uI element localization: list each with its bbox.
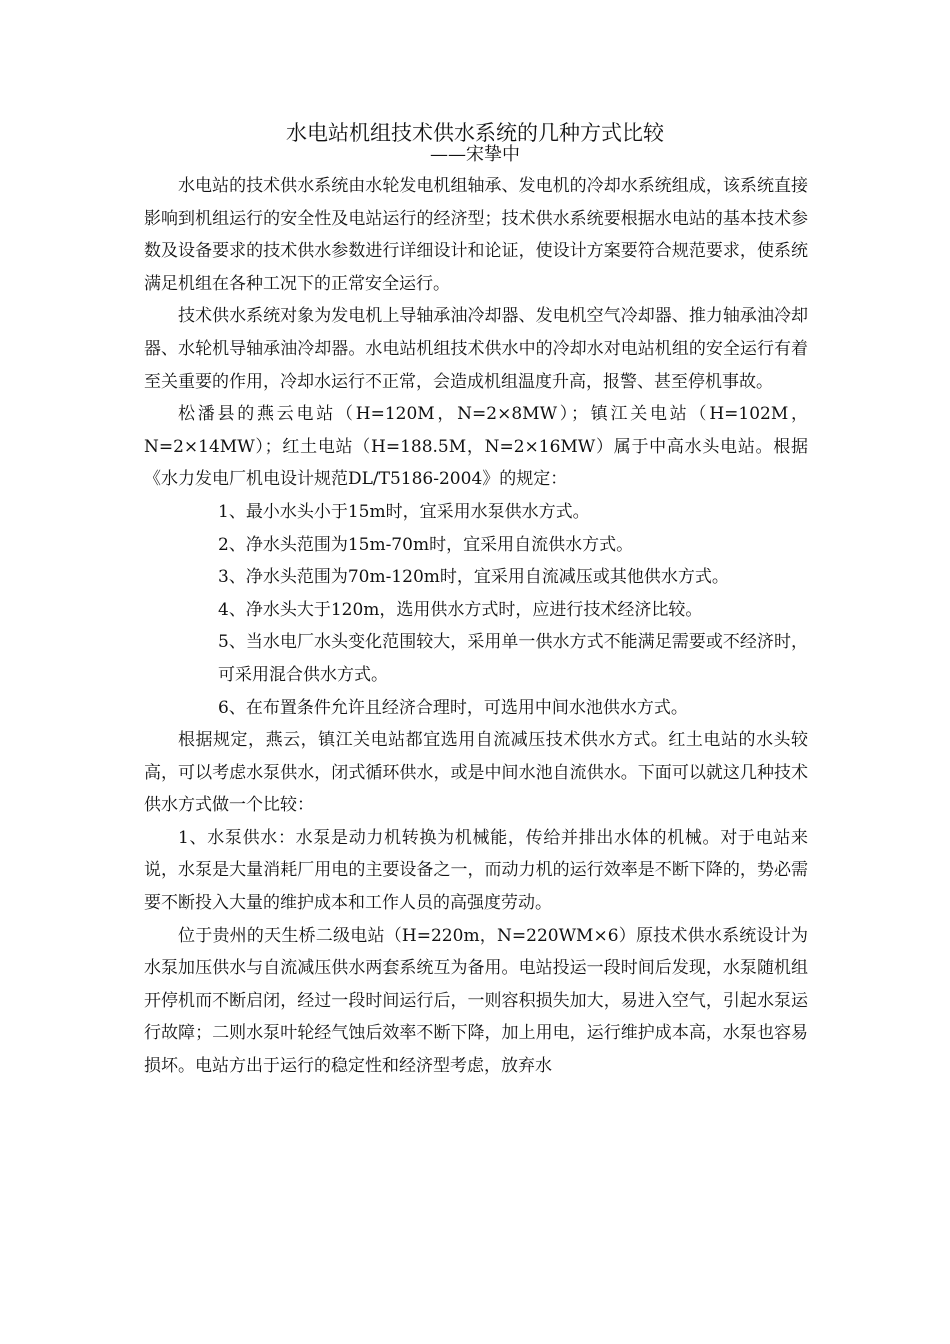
rule-item-6: 6、在布置条件允许且经济合理时，可选用中间水池供水方式。 xyxy=(218,697,688,718)
paragraph-tianshengqiao: 位于贵州的天生桥二级电站（H=220m，N=220WM×6）原技术供水系统设计为水泵加压供水与自流减压供水两套系统互为备用。电站投运一段时间后发现，水泵随机组开停机而不断启闭，经过一段时间运行后，一则容积损失加大，易进入空气，引起水泵运行故障；二则水泵叶轮经气蚀后效率不断下降，加上用电，运行维护成本高，水泵也容易损坏。电站方出于运行的稳定性和经济型考虑，放弃水 xyxy=(144,925,808,1077)
document-title: 水电站机组技术供水系统的几种方式比较 xyxy=(286,121,664,145)
rule-item-3: 3、净水头范围为70m-120m时，宜采用自流减压或其他供水方式。 xyxy=(218,567,729,588)
paragraph-objects: 技术供水系统对象为发电机上导轴承油冷却器、发电机空气冷却器、推力轴承油冷却器、水轮机导轴承油冷却器。水电站机组技术供水中的冷却水对电站机组的安全运行有着至关重要的作用，冷却水运行不正常，会造成机组温度升高，报警、甚至停机事故。 xyxy=(144,306,808,392)
rule-item-4: 4、净水头大于120m，选用供水方式时，应进行技术经济比较。 xyxy=(218,599,703,620)
rule-item-5: 5、当水电厂水头变化范围较大，采用单一供水方式不能满足需要或不经济时，可采用混合供水方式。 xyxy=(218,632,808,685)
paragraph-conclusion: 根据规定，燕云，镇江关电站都宜选用自流减压技术供水方式。红土电站的水头较高，可以考虑水泵供水，闭式循环供水，或是中间水池自流供水。下面可以就这几种技术供水方式做一个比较： xyxy=(144,730,808,816)
document-body xyxy=(144,170,808,1083)
paragraph-stations: 松潘县的燕云电站（H=120M，N=2×8MW）；镇江关电站（H=102M，N=2×14MW）；红土电站（H=188.5M，N=2×16MW）属于中高水头电站。根据《水力发电厂机电设计规范DL/T5186-2004》的规定： xyxy=(144,404,808,490)
paragraph-intro: 水电站的技术供水系统由水轮发电机组轴承、发电机的冷却水系统组成，该系统直接影响到机组运行的安全性及电站运行的经济型；技术供水系统要根据水电站的基本技术参数及设备要求的技术供水参数进行详细设计和论证，使设计方案要符合规范要求，使系统满足机组在各种工况下的正常安全运行。 xyxy=(144,176,808,294)
rule-item-1: 1、最小水头小于15m时，宜采用水泵供水方式。 xyxy=(218,501,590,522)
paragraph-pump-supply: 1、水泵供水：水泵是动力机转换为机械能，传给并排出水体的机械。对于电站来说，水泵是大量消耗厂用电的主要设备之一，而动力机的运行效率是不断下降的，势必需要不断投入大量的维护成本和工作人员的高强度劳动。 xyxy=(144,827,808,914)
rule-item-2: 2、净水头范围为15m-70m时，宜采用自流供水方式。 xyxy=(218,534,634,555)
document-author: ——宋挚中 xyxy=(430,144,520,165)
